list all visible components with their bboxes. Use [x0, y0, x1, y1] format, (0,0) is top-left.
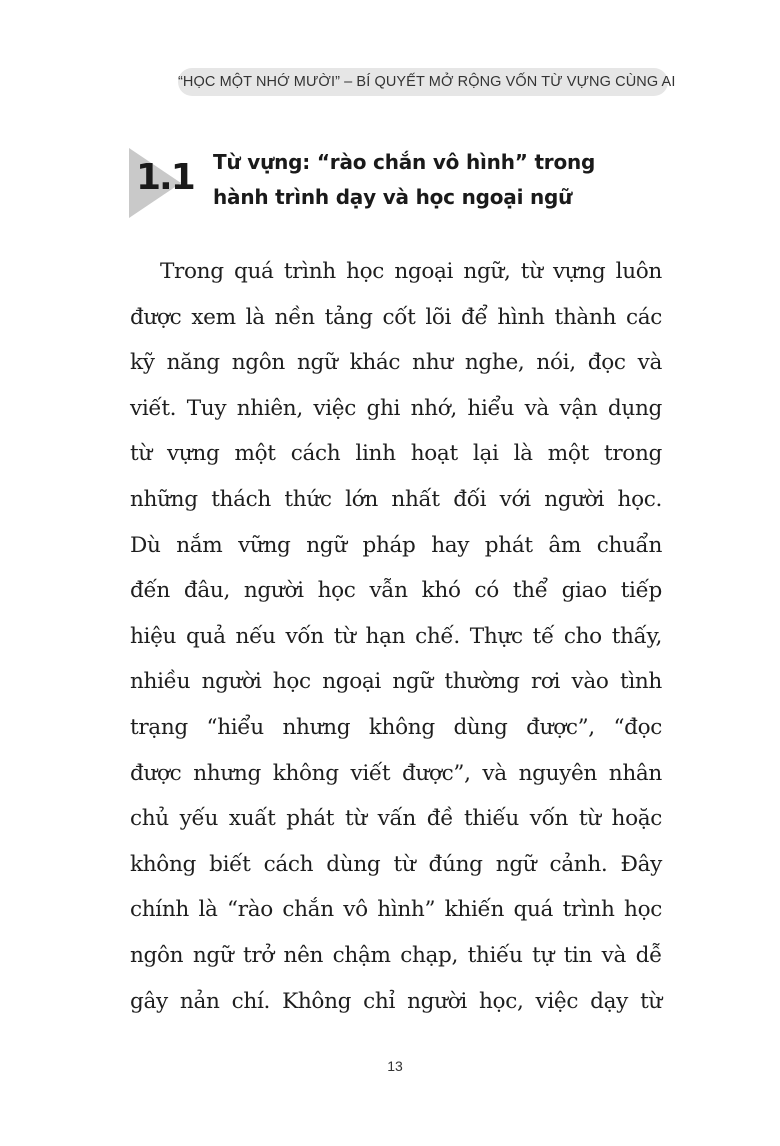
paragraph-line: được xem là nền tảng cốt lõi để hình thành các [130, 304, 662, 330]
paragraph-line: gây nản chí. Không chỉ người học, việc dạy từ [130, 988, 662, 1014]
paragraph-line: được nhưng không viết được”, và nguyên nhân [130, 760, 662, 786]
paragraph-line: kỹ năng ngôn ngữ khác như nghe, nói, đọc và [130, 350, 662, 376]
paragraph-line: đến đâu, người học vẫn khó có thể giao tiếp [130, 578, 662, 604]
paragraph-line: Dù nắm vững ngữ pháp hay phát âm chuẩn [130, 532, 662, 558]
paragraph-line: không biết cách dùng từ đúng ngữ cảnh. Đây [130, 851, 662, 877]
paragraph-line: chính là “rào chắn vô hình” khiến quá trình học [130, 897, 662, 923]
paragraph-line: ngôn ngữ trở nên chậm chạp, thiếu tự tin và dễ [130, 942, 662, 968]
section-number: 1.1 [136, 157, 194, 198]
section-title-line: hành trình dạy và học ngoại ngữ [213, 185, 573, 209]
paragraph-line: từ vựng một cách linh hoạt lại là một trong [130, 441, 662, 467]
section-title [213, 145, 673, 215]
paragraph-line: hiệu quả nếu vốn từ hạn chế. Thực tế cho thấy, [130, 623, 662, 649]
page-number: 13 [387, 1058, 403, 1074]
paragraph-line: trạng “hiểu nhưng không dùng được”, “đọc [130, 714, 662, 740]
paragraph-line: viết. Tuy nhiên, việc ghi nhớ, hiểu và vận dụng [130, 395, 662, 421]
section-title-line: Từ vựng: “rào chắn vô hình” trong [213, 150, 596, 174]
paragraph-line: những thách thức lớn nhất đối với người học. [130, 486, 662, 512]
running-header: “HỌC MỘT NHỚ MƯỜI” – BÍ QUYẾT MỞ RỘNG VỐN TỪ VỰNG CÙNG AI [178, 68, 668, 96]
body-paragraph [130, 249, 662, 1024]
paragraph-line: Trong quá trình học ngoại ngữ, từ vựng luôn [160, 259, 662, 284]
paragraph-line: chủ yếu xuất phát từ vấn đề thiếu vốn từ hoặc [130, 806, 662, 832]
paragraph-line: nhiều người học ngoại ngữ thường rơi vào tình [130, 669, 662, 695]
section-marker [129, 148, 199, 218]
